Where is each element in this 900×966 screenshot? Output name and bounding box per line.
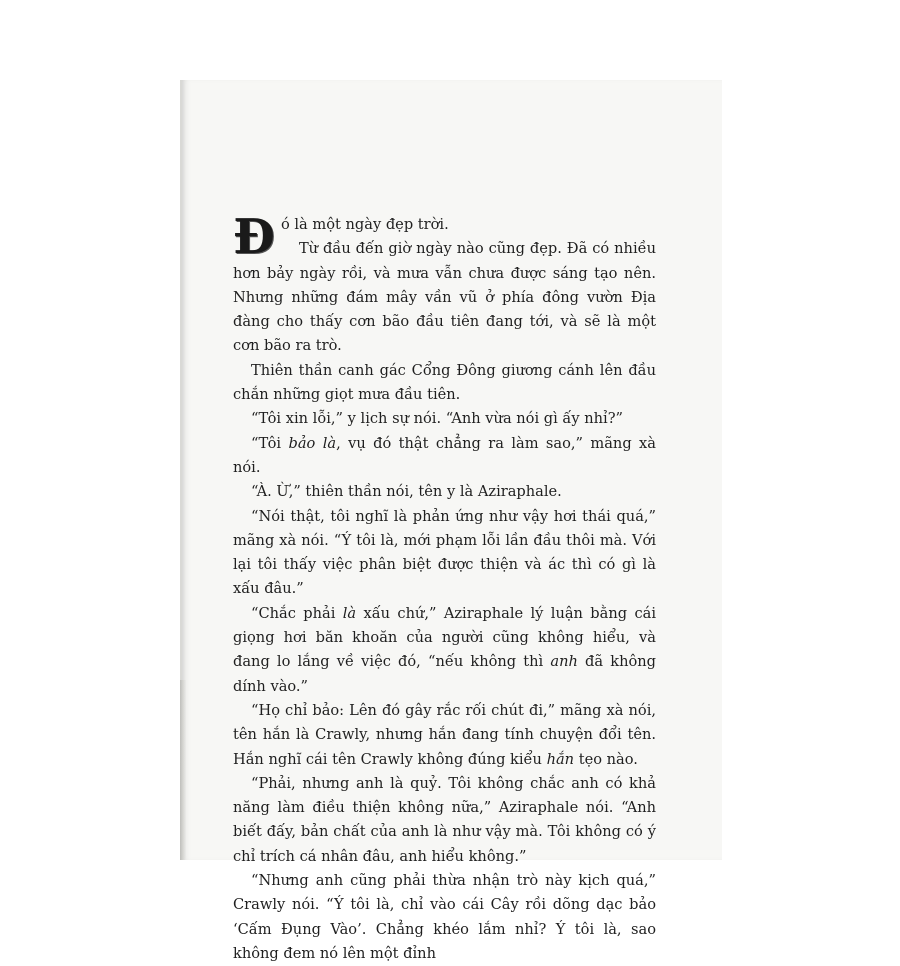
paragraph-3 xyxy=(233,359,656,408)
italic-text: là xyxy=(342,604,357,622)
paragraph-2 xyxy=(233,237,656,358)
paragraph-7 xyxy=(233,505,656,602)
paragraph-text: Từ đầu đến giờ ngày nào cũng đẹp. Đã có nhiều hơn bảy ngày rồi, và mưa vẫn chưa được sáng tạo nên. Nhưng những đám mây vần vũ ở phía đông vườn Địa đàng cho thấy cơn bão đầu tiên đang tới, và sẽ là một cơn bão ra trò. xyxy=(233,240,656,355)
italic-text: bảo là xyxy=(288,434,337,452)
paragraph-8 xyxy=(233,602,656,699)
paragraph-11 xyxy=(233,869,656,966)
paragraph-10 xyxy=(233,772,656,869)
paragraph-text: ó là một ngày đẹp trời. xyxy=(280,216,449,233)
page-gutter-shadow xyxy=(180,680,186,860)
paragraph-text: “Nói thật, tôi nghĩ là phản ứng như vậy hơi thái quá,” mãng xà nói. “Ý tôi là, mới phạm lỗi lần đầu thôi mà. Với lại tôi thấy việc phân biệt được thiện và ác thì có gì là xấu đâu.” xyxy=(233,507,656,598)
paragraph-4 xyxy=(233,407,656,431)
italic-text: hắn xyxy=(546,750,575,768)
paragraph-text: “Tôi xyxy=(251,434,289,452)
paragraph-text: tẹo nào. xyxy=(574,750,638,768)
paragraph-6 xyxy=(233,480,656,504)
paragraph-text: đã không dính vào.” xyxy=(233,653,656,695)
italic-text: anh xyxy=(550,653,578,671)
chapter-text xyxy=(233,209,656,966)
paragraph-9 xyxy=(233,699,656,772)
paragraph-text: “À. Ừ,” thiên thần nói, tên y là Aziraphale. xyxy=(251,483,562,501)
paragraph-text: “Chắc phải xyxy=(251,604,343,622)
paragraph-text: Thiên thần canh gác Cổng Đông giương cánh lên đầu chắn những giọt mưa đầu tiên. xyxy=(233,361,656,404)
paragraph-text: “Phải, nhưng anh là quỷ. Tôi không chắc anh có khả năng làm điều thiện không nữa,” Aziraphale nói. “Anh biết đấy, bản chất của anh là như vậy mà. Tôi không có ý chỉ trích cá nhân đâu, anh hiểu không.” xyxy=(233,774,656,865)
paragraph-text: xấu chứ,” Aziraphale lý luận bằng cái giọng hơi băn khoăn của người cũng không hiểu, và đang lo lắng về việc đó, “nếu không thì xyxy=(233,604,656,671)
paragraph-1 xyxy=(233,209,656,265)
drop-cap: Đ xyxy=(233,209,275,265)
paragraph-text: “Tôi xin lỗi,” y lịch sự nói. “Anh vừa nói gì ấy nhỉ?” xyxy=(251,410,624,428)
paragraph-text: “Họ chỉ bảo: Lên đó gây rắc rối chút đi,” mãng xà nói, tên hắn là Crawly, nhưng hắn đang tính chuyện đổi tên. Hắn nghĩ cái tên Crawly không đúng kiểu xyxy=(233,701,656,768)
paragraph-text: , vụ đó thật chẳng ra làm sao,” mãng xà nói. xyxy=(233,434,656,476)
paragraph-text: “Nhưng anh cũng phải thừa nhận trò này kịch quá,” Crawly nói. “Ý tôi là, chỉ vào cái Cây rồi dõng dạc bảo ‘Cấm Đụng Vào’. Chẳng khéo lắm nhỉ? Ý tôi là, sao không đem nó lên một đỉnh xyxy=(233,872,656,962)
paragraph-5 xyxy=(233,432,656,481)
